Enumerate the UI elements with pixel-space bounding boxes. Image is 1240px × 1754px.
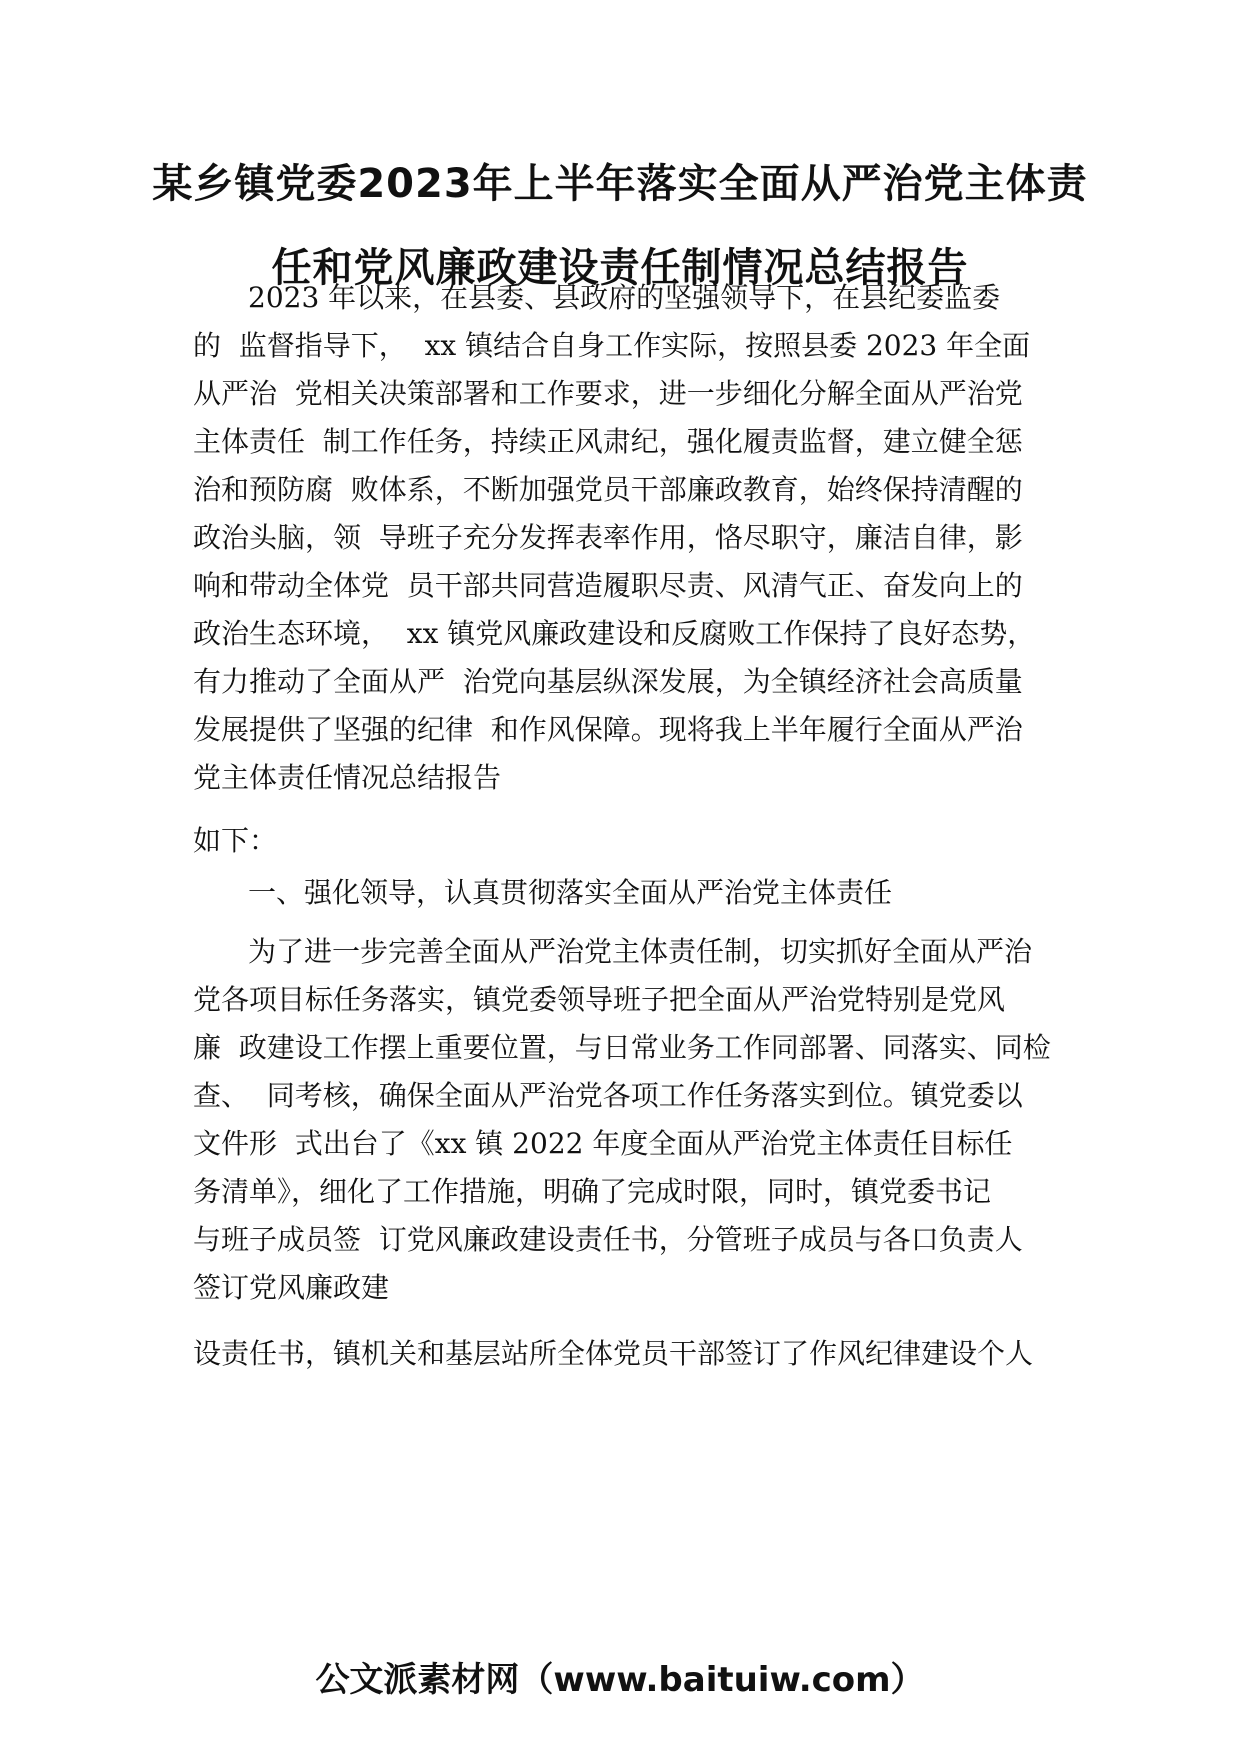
paragraph-line: 政治头脑，领 导班子充分发挥表率作用，恪尽职守，廉洁自律，影: [193, 521, 1023, 554]
paragraph-line: 治和预防腐 败体系，不断加强党员干部廉政教育，始终保持清醒的: [193, 473, 1023, 506]
paragraph-line: 党主体责任情况总结报告: [193, 761, 502, 794]
paragraph-line: 签订党风廉政建: [193, 1271, 390, 1304]
paragraph-line: 从严治 党相关决策部署和工作要求，进一步细化分解全面从严治党: [193, 377, 1023, 410]
document-title-line-1: 某乡镇党委2023年上半年落实全面从严治党主体责: [152, 161, 1088, 207]
paragraph-line: 响和带动全体党 员干部共同营造履职尽责、风清气正、奋发向上的: [193, 569, 1023, 602]
paragraph-line: 为了进一步完善全面从严治党主体责任制，切实抓好全面从严治: [248, 935, 1033, 968]
document-title-line-2: 任和党风廉政建设责任制情况总结报告: [271, 245, 969, 291]
paragraph-line: 主体责任 制工作任务，持续正风肃纪，强化履责监督，建立健全惩: [193, 425, 1023, 458]
paragraph-line: 发展提供了坚强的纪律 和作风保障。现将我上半年履行全面从严治: [193, 713, 1023, 746]
as-follows-text: 如下：: [193, 824, 278, 857]
paragraph-line: 的 监督指导下， xx 镇结合自身工作实际，按照县委 2023 年全面: [193, 329, 1031, 362]
paragraph-line: 政治生态环境， xx 镇党风廉政建设和反腐败工作保持了良好态势，: [193, 617, 1036, 650]
paragraph-line: 查、 同考核，确保全面从严治党各项工作任务落实到位。镇党委以: [193, 1079, 1023, 1112]
footer-watermark: 公文派素材网（www.baituiw.com）: [315, 1660, 925, 1700]
paragraph-line: 与班子成员签 订党风廉政建设责任书，分管班子成员与各口负责人: [193, 1223, 1023, 1256]
paragraph-line: 有力推动了全面从严 治党向基层纵深发展，为全镇经济社会高质量: [193, 665, 1023, 698]
section-heading-1: 一、强化领导，认真贯彻落实全面从严治党主体责任: [248, 876, 893, 909]
paragraph-continued-line: 设责任书，镇机关和基层站所全体党员干部签订了作风纪律建设个人: [193, 1337, 1034, 1370]
paragraph-line: 文件形 式出台了《xx 镇 2022 年度全面从严治党主体责任目标任: [193, 1127, 1013, 1160]
paragraph-line: 2023 年以来，在县委、县政府的坚强领导下，在县纪委监委: [248, 281, 1001, 314]
paragraph-line: 务清单》，细化了工作措施，明确了完成时限，同时，镇党委书记: [193, 1175, 992, 1208]
paragraph-line: 廉 政建设工作摆上重要位置，与日常业务工作同部署、同落实、同检: [193, 1031, 1051, 1064]
paragraph-line: 党各项目标任务落实，镇党委领导班子把全面从严治党特别是党风: [193, 983, 1006, 1016]
